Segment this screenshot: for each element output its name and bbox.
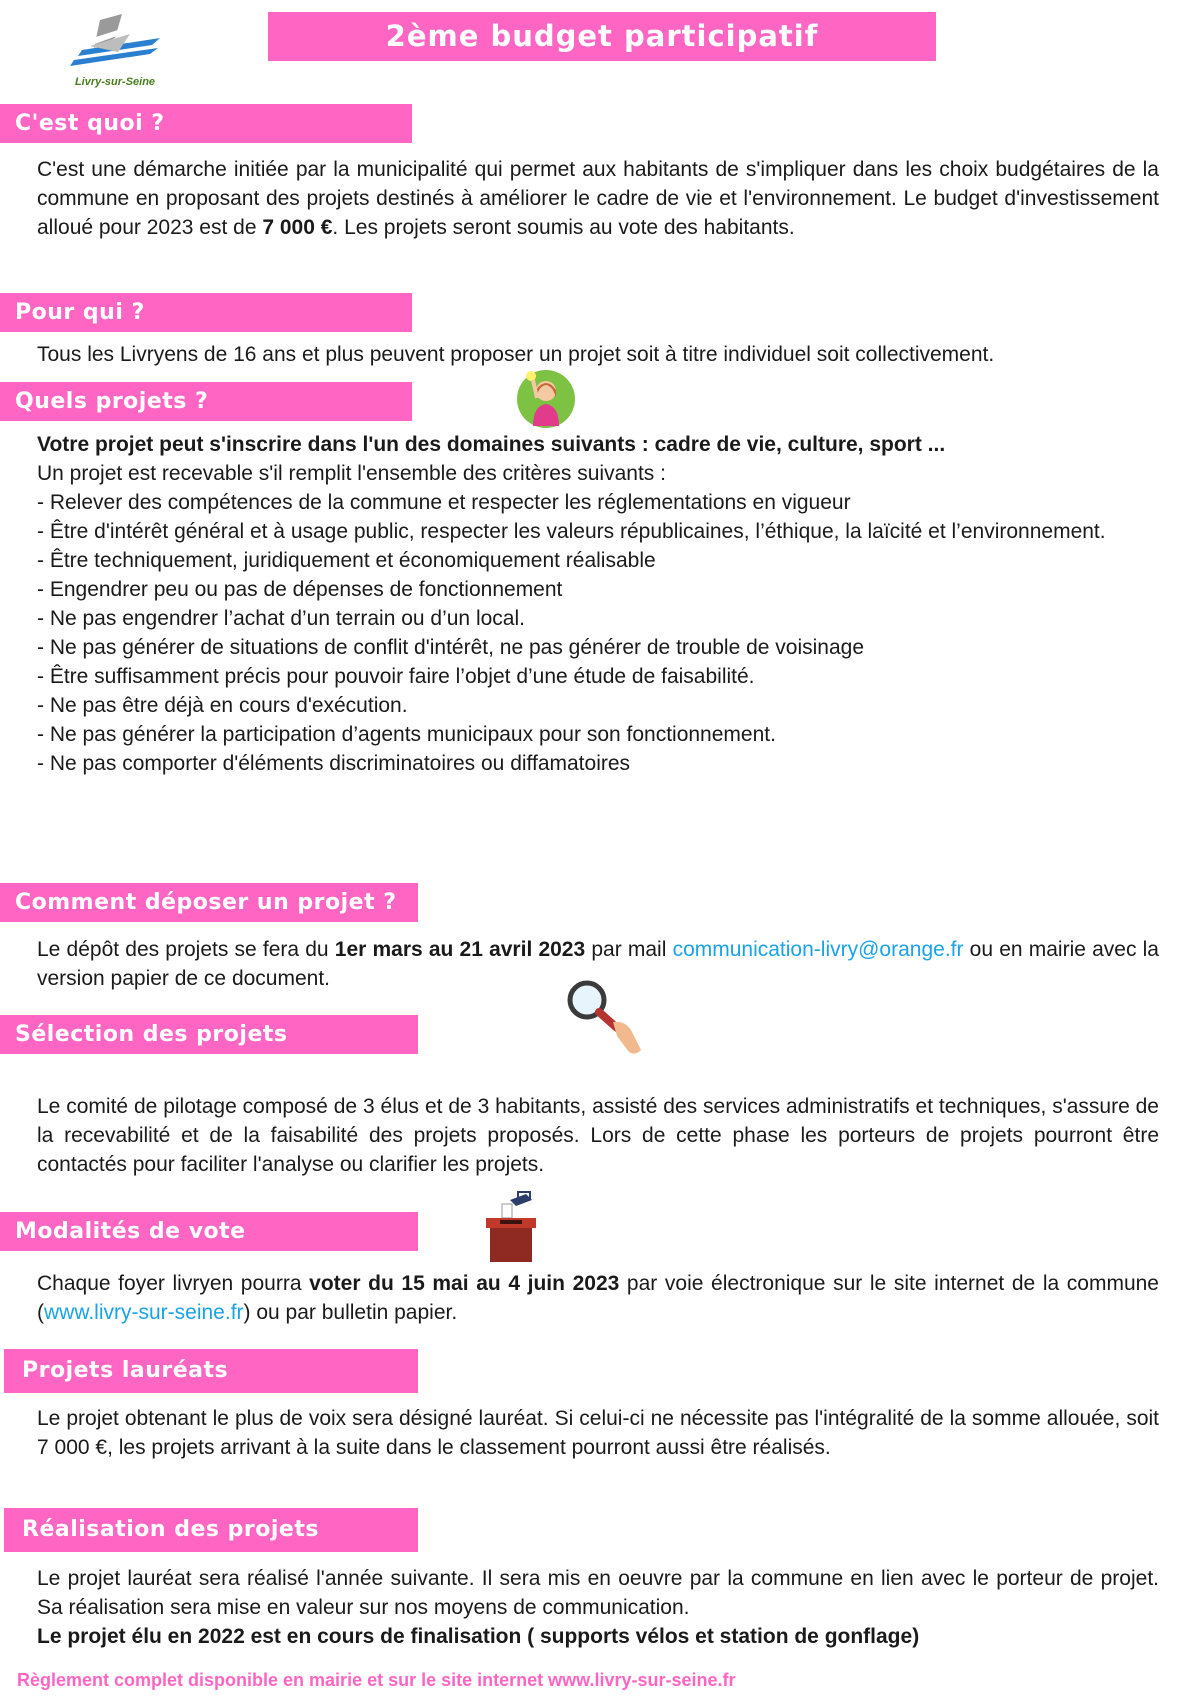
criteria-item: - Être d'intérêt général et à usage public, respecter les valeurs républicaines, l’éthique, la laïcité et l’environnement. xyxy=(37,520,1106,543)
criteria-item: - Engendrer peu ou pas de dépenses de fonctionnement xyxy=(37,578,563,601)
website-link[interactable]: www.livry-sur-seine.fr xyxy=(44,1301,244,1324)
section-text-projets xyxy=(37,430,1159,778)
deposer-text-part: Le dépôt des projets se fera du xyxy=(37,938,335,961)
section-heading-selection: Sélection des projets xyxy=(0,1015,418,1054)
realisation-text: Le projet lauréat sera réalisé l'année suivante. Il sera mis en oeuvre par la commune en lien avec le porteur de projet. Sa réalisation sera mise en valeur sur nos moyens de communication. xyxy=(37,1567,1159,1619)
criteria-item: - Relever des compétences de la commune et respecter les réglementations en vigueur xyxy=(37,491,851,514)
quoi-text-part: C'est une démarche initiée par la municipalité qui permet aux habitants de s'impliquer dans les choix budgétaires de la commune en proposant des projets destinés à améliorer le cadre de vie et l'environnement. Le budget d'investissement alloué pour 2023 est de xyxy=(37,158,1159,239)
logo-text: Livry-sur-Seine xyxy=(74,76,156,88)
vote-text-part: Chaque foyer livryen pourra xyxy=(37,1272,310,1295)
vote-dates: voter du 15 mai au 4 juin 2023 xyxy=(309,1272,620,1295)
ballot-box-icon xyxy=(480,1190,550,1271)
email-link[interactable]: communication-livry@orange.fr xyxy=(672,938,964,961)
section-heading-qui: Pour qui ? xyxy=(0,293,412,332)
deposer-text-part: ou en mairie avec la version papier de ce document. xyxy=(37,938,1159,990)
section-heading-quoi: C'est quoi ? xyxy=(0,104,412,143)
deposit-dates: 1er mars au 21 avril 2023 xyxy=(334,938,586,961)
page-title: 2ème budget participatif xyxy=(268,12,936,61)
projets-intro: Un projet est recevable s'il remplit l'ensemble des critères suivants : xyxy=(37,462,666,485)
criteria-item: - Ne pas comporter d'éléments discriminatoires ou diffamatoires xyxy=(37,752,631,775)
section-text-vote xyxy=(37,1269,1159,1327)
projets-lead: Votre projet peut s'inscrire dans l'un des domaines suivants : cadre de vie, culture, sport ... xyxy=(37,433,946,456)
section-text-realisation xyxy=(37,1564,1159,1651)
criteria-item: - Ne pas générer la participation d’agents municipaux pour son fonctionnement. xyxy=(37,723,776,746)
section-text-laureats: Le projet obtenant le plus de voix sera désigné lauréat. Si celui-ci ne nécessite pas l'intégralité de la somme allouée, soit 7 000 €, les projets arrivant à la suite dans le classement pourront aussi être réalisés. xyxy=(37,1407,1159,1459)
quoi-text-part: . Les projets seront soumis au vote des habitants. xyxy=(332,216,795,239)
section-heading-laureats: Projets lauréats xyxy=(4,1349,418,1393)
section-heading-realisation: Réalisation des projets xyxy=(4,1508,418,1552)
criteria-item: - Ne pas générer de situations de conflit d'intérêt, ne pas générer de trouble de voisinage xyxy=(37,636,865,659)
section-heading-vote: Modalités de vote xyxy=(0,1212,418,1251)
woman-idea-icon xyxy=(515,368,577,435)
criteria-item: - Ne pas être déjà en cours d'exécution. xyxy=(37,694,408,717)
livry-logo xyxy=(60,12,170,94)
section-text-quoi xyxy=(37,155,1159,242)
realisation-highlight: Le projet élu en 2022 est en cours de finalisation ( supports vélos et station de gonflage) xyxy=(37,1625,920,1648)
deposer-text-part: par mail xyxy=(585,938,673,961)
vote-text-part: ) ou par bulletin papier. xyxy=(243,1301,458,1324)
criteria-item: - Être techniquement, juridiquement et économiquement réalisable xyxy=(37,549,656,572)
criteria-item: - Être suffisamment précis pour pouvoir faire l’objet d’une étude de faisabilité. xyxy=(37,665,755,688)
budget-amount: 7 000 € xyxy=(262,216,333,239)
vote-text-part: par voie électronique sur le site internet de la commune ( xyxy=(37,1272,1159,1324)
section-text-selection: Le comité de pilotage composé de 3 élus et de 3 habitants, assisté des services administratifs et techniques, s'assure de la recevabilité et de la faisabilité des projets proposés. Lors de cette phase les porteurs de projets pourront être contactés pour faciliter l'analyse ou clarifier les projets. xyxy=(37,1095,1159,1176)
section-heading-deposer: Comment déposer un projet ? xyxy=(0,883,418,922)
magnifier-hand-icon xyxy=(565,978,647,1065)
section-text-qui: Tous les Livryens de 16 ans et plus peuvent proposer un projet soit à titre individuel soit collectivement. xyxy=(37,343,995,366)
footer-note: Règlement complet disponible en mairie et sur le site internet www.livry-sur-seine.fr xyxy=(17,1670,736,1690)
logo-icon xyxy=(60,12,170,76)
section-heading-projets: Quels projets ? xyxy=(0,382,412,421)
criteria-item: - Ne pas engendrer l’achat d’un terrain ou d’un local. xyxy=(37,607,525,630)
